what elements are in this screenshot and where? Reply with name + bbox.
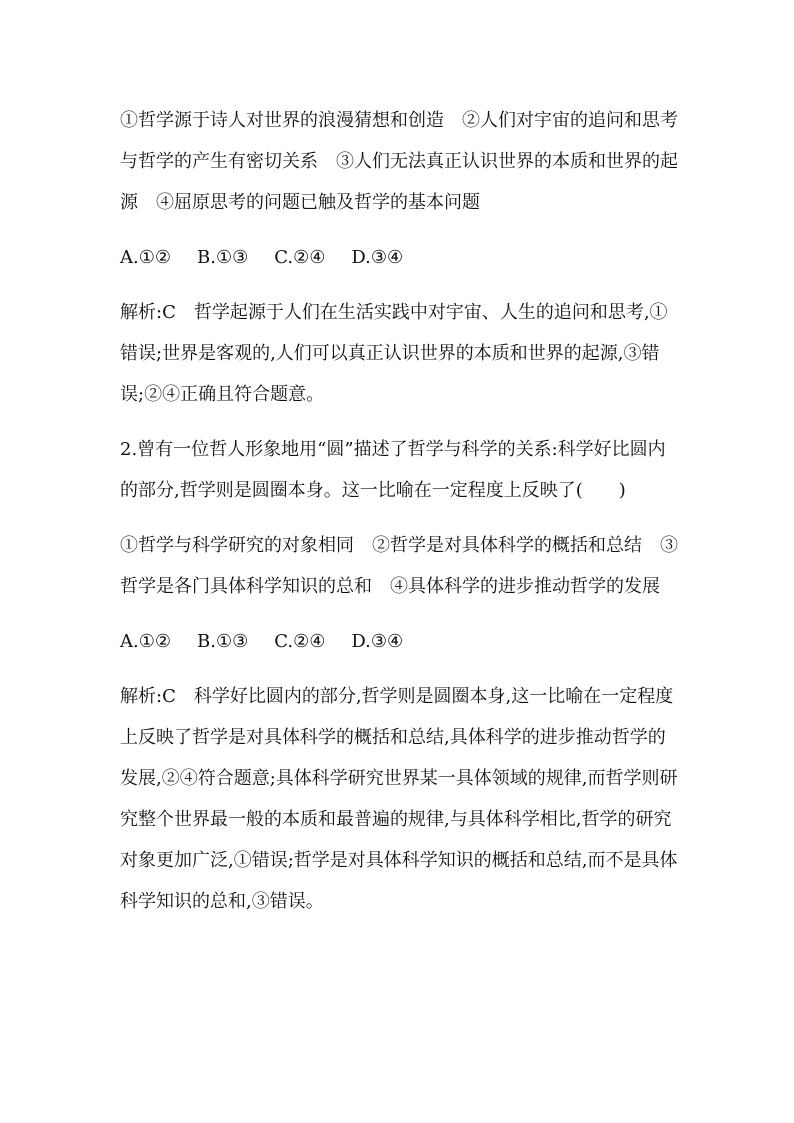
- q2-choice-a: A.①②: [120, 631, 171, 652]
- question-1-options: [120, 100, 680, 223]
- q1-choice-c: C.②④: [274, 247, 326, 268]
- q1-choices: [120, 237, 680, 278]
- q2-choice-b: B.①③: [197, 631, 249, 652]
- q2-choice-d: D.③④: [351, 631, 404, 652]
- q2-options-text: ①哲学与科学研究的对象相同 ②哲学是对具体科学的概括和总结 ③哲学是各门具体科学知识的总和 ④具体科学的进步推动哲学的发展: [120, 535, 678, 597]
- q2-choices: [120, 621, 680, 662]
- q2-stem: 2.曾有一位哲人形象地用“圆”描述了哲学与科学的关系:科学好比圆内的部分,哲学则是圆圈本身。这一比喻在一定程度上反映了( ): [120, 439, 666, 501]
- q1-choice-b: B.①③: [197, 247, 249, 268]
- q1-choice-a: A.①②: [120, 247, 171, 268]
- q1-choice-d: D.③④: [351, 247, 404, 268]
- q1-options-text: ①哲学源于诗人对世界的浪漫猜想和创造 ②人们对宇宙的追问和思考与哲学的产生有密切关系 ③人们无法真正认识世界的本质和世界的起源 ④屈原思考的问题已触及哲学的基本问题: [120, 110, 678, 213]
- q2-analysis: 解析:C 科学好比圆内的部分,哲学则是圆圈本身,这一比喻在一定程度上反映了哲学是对具体科学的概括和总结,具体科学的进步推动哲学的发展,②④符合题意;具体科学研究世界某一具体领域的规律,而哲学则研究整个世界最一般的本质和最普遍的规律,与具体科学相比,哲学的研究对象更加广泛,①错误;哲学是对具体科学知识的概括和总结,而不是具体科学知识的总和,③错误。: [120, 686, 678, 912]
- document-page: [120, 100, 680, 936]
- q1-analysis: 解析:C 哲学起源于人们在生活实践中对宇宙、人生的追问和思考,①错误;世界是客观的,人们可以真正认识世界的本质和世界的起源,③错误;②④正确且符合题意。: [120, 302, 668, 405]
- q2-choice-c: C.②④: [274, 631, 326, 652]
